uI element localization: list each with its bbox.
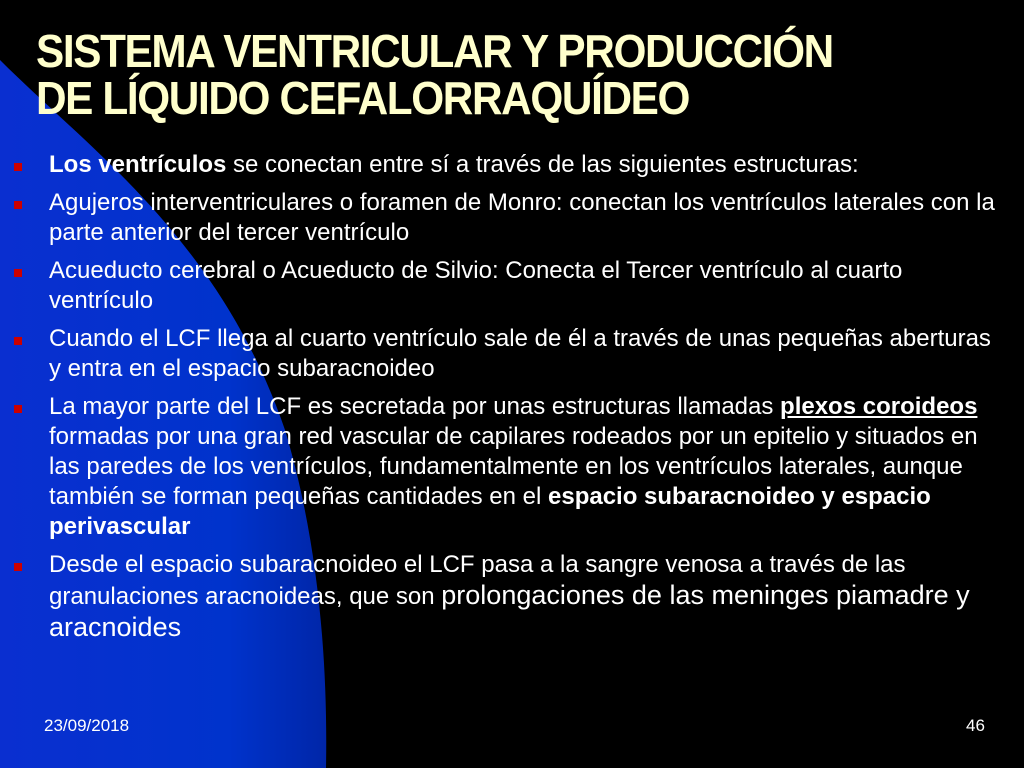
title-line-1: SISTEMA VENTRICULAR Y PRODUCCIÓN xyxy=(36,25,833,77)
bullet-text: Agujeros interventriculares o foramen de Monro: conectan los ventrículos laterales con la parte anterior del tercer ventrículo xyxy=(49,189,995,246)
list-item xyxy=(12,392,997,542)
list-item xyxy=(12,256,997,316)
square-bullet-icon xyxy=(14,337,22,345)
list-item xyxy=(12,188,997,248)
bullet-list xyxy=(12,150,997,652)
list-item xyxy=(12,150,997,180)
title-line-2: DE LÍQUIDO CEFALORRAQUÍDEO xyxy=(36,72,690,124)
square-bullet-icon xyxy=(14,201,22,209)
square-bullet-icon xyxy=(14,405,22,413)
bullet-text: Desde el espacio subaracnoideo el LCF pasa a la sangre venosa a través de las granulaciones aracnoideas, que son xyxy=(49,551,906,610)
bullet-text: La mayor parte del LCF es secretada por unas estructuras llamadas xyxy=(49,393,781,420)
bullet-text-large: prolongaciones de las meninges piamadre y aracnoides xyxy=(49,580,970,642)
bold-term: espacio subaracnoideo y espacio perivascular xyxy=(49,483,931,540)
bullet-text: Acueducto cerebral o Acueducto de Silvio: Conecta el Tercer ventrículo al cuarto ventrículo xyxy=(49,257,903,314)
square-bullet-icon xyxy=(14,269,22,277)
square-bullet-icon xyxy=(14,563,22,571)
bold-term: Los ventrículos xyxy=(49,151,227,178)
square-bullet-icon xyxy=(14,163,22,171)
bullet-text: formadas por una gran red vascular de capilares rodeados por un epitelio y situados en las paredes de los ventrículos, fundamentalmente en los ventrículos laterales, aunque también se forman pequeñas cantidades en el xyxy=(49,423,978,510)
bold-underlined-term: plexos coroideos xyxy=(780,393,978,420)
footer-date: 23/09/2018 xyxy=(44,716,130,735)
slide-title xyxy=(36,25,919,124)
slide-number: 46 xyxy=(966,716,985,735)
list-item xyxy=(12,550,997,644)
bullet-text: Cuando el LCF llega al cuarto ventrículo sale de él a través de unas pequeñas aberturas y entra en el espacio subaracnoideo xyxy=(49,325,991,382)
list-item xyxy=(12,324,997,384)
bullet-text: se conectan entre sí a través de las siguientes estructuras: xyxy=(226,151,859,178)
